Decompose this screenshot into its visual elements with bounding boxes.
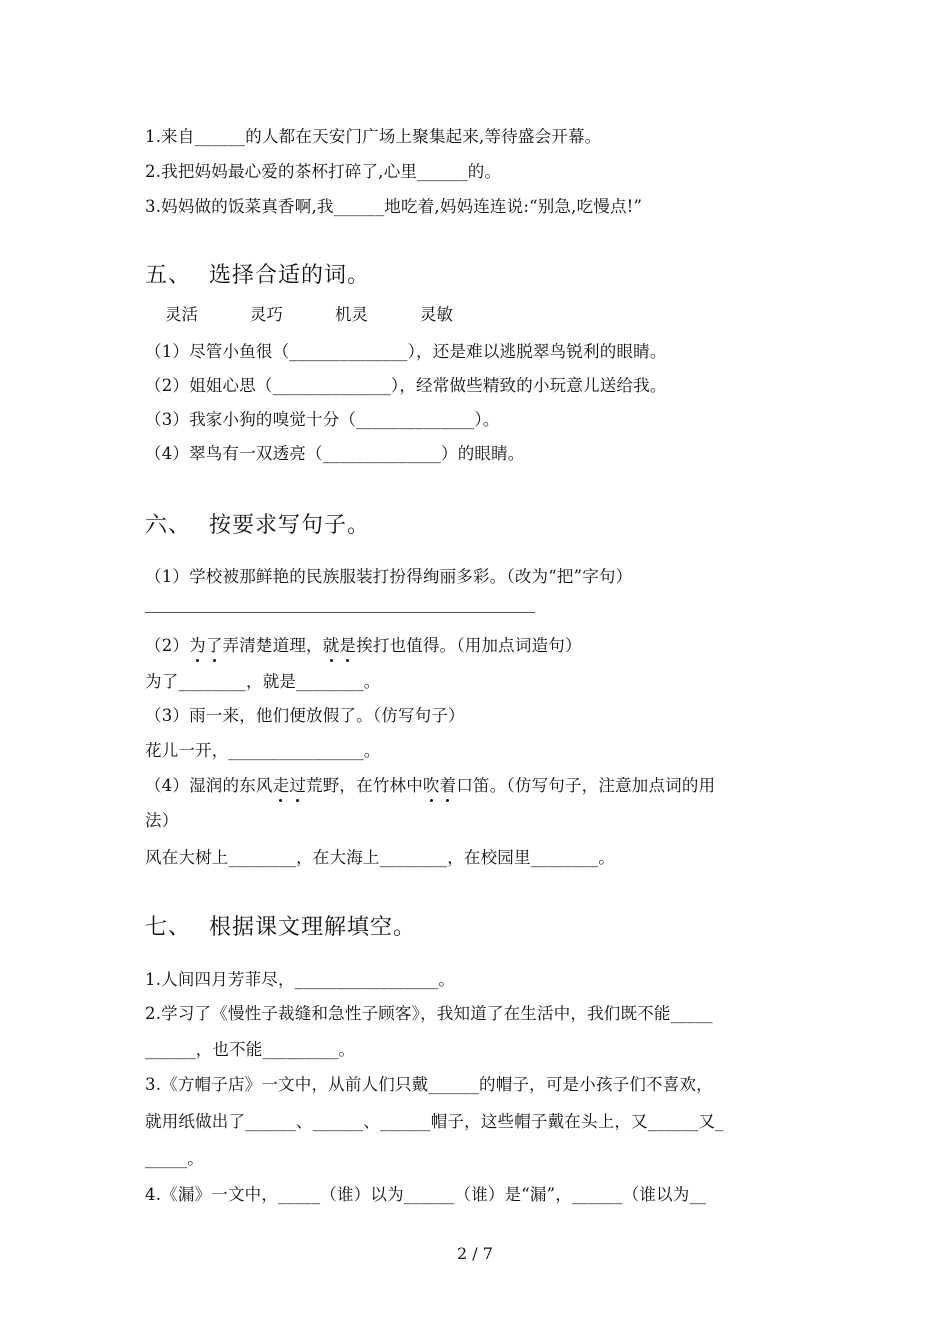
section-6-title: 按要求写句子。: [209, 513, 371, 538]
s6-q4-dotted-char: 着: [440, 772, 457, 796]
section-7-title: 根据课文理解填空。: [209, 915, 417, 940]
section-6-heading: [145, 508, 370, 539]
word-option-2: 灵巧: [250, 305, 283, 324]
s6-answer-line-1: [145, 612, 535, 613]
s6-q4-dotted-char: 走: [273, 772, 290, 796]
s6-q2-prefix: （2）: [145, 636, 190, 655]
s6-q2-dotted-char: 就: [323, 632, 340, 656]
s6-q2-dotted-char: 为: [189, 632, 206, 656]
s6-question-4-cont: 法）: [145, 811, 179, 830]
s5-item-4: （4）翠鸟有一双透亮（______________）的眼睛。: [145, 444, 525, 463]
section-7-heading: [145, 910, 416, 941]
s4-line-2: 2.我把妈妈最心爱的茶杯打碎了,心里______的。: [145, 162, 502, 181]
page-number: 2 / 7: [457, 1244, 493, 1263]
section-7-number: 七、: [145, 915, 192, 940]
s6-q2-dotted-char: 了: [206, 632, 223, 656]
s7-line-6: _____。: [145, 1149, 204, 1168]
s7-line-1: 1.人间四月芳菲尽，_________________。: [145, 970, 456, 989]
word-bank: [165, 301, 505, 325]
s6-q4-prefix: （4）湿润的东风: [145, 776, 273, 795]
s7-line-2: 2.学习了《慢性子裁缝和急性子顾客》，我知道了在生活中，我们既不能_____: [145, 1004, 713, 1023]
s6-answer-4: 风在大树上________，在大海上________，在校园里________。: [145, 848, 615, 867]
word-option-4: 灵敏: [420, 305, 453, 324]
s6-q2-suffix: 挨打也值得。（用加点词造句）: [356, 636, 582, 655]
s6-q4-suffix: 口笛。（仿写句子，注意加点词的用: [456, 776, 716, 795]
s5-item-1: （1）尽管小鱼很（______________），还是难以逃脱翠鸟锐利的眼睛。: [145, 342, 667, 361]
s6-q4-dotted-char: 吹: [423, 772, 440, 796]
s6-question-1: （1）学校被那鲜艳的民族服装打扮得绚丽多彩。（改为“把”字句）: [145, 567, 633, 586]
s6-question-4: [145, 772, 715, 796]
s4-line-3: 3.妈妈做的饭菜真香啊,我______地吃着,妈妈连连说:“别急,吃慢点!”: [145, 197, 643, 216]
section-6-number: 六、: [145, 513, 192, 538]
s6-answer-3: 花儿一开，________________。: [145, 741, 381, 760]
s7-line-4: 3.《方帽子店》一文中，从前人们只戴______的帽子，可是小孩子们不喜欢，: [145, 1075, 713, 1094]
s5-item-3: （3）我家小狗的嗅觉十分（______________）。: [145, 410, 500, 429]
section-5-title: 选择合适的词。: [209, 263, 371, 288]
s7-line-5: 就用纸做出了______、______、______帽子，这些帽子戴在头上，又______又_: [145, 1112, 724, 1131]
s5-item-2: （2）姐姐心思（______________），经常做些精致的小玩意儿送给我。: [145, 376, 667, 395]
word-option-3: 机灵: [335, 305, 368, 324]
s7-line-7: 4.《漏》一文中，_____（谁）以为______（谁）是“漏”，______（谁以为__: [145, 1185, 707, 1204]
word-option-1: 灵活: [165, 305, 198, 324]
s6-q4-middle: 荒野，在竹林中: [306, 776, 423, 795]
s6-answer-2: 为了________，就是________。: [145, 672, 381, 691]
section-5-heading: [145, 258, 370, 289]
s6-question-3: （3）雨一来，他们便放假了。（仿写句子）: [145, 706, 465, 725]
s6-q2-dotted-char: 是: [339, 632, 356, 656]
s6-q4-dotted-char: 过: [289, 772, 306, 796]
s7-line-3: ______，也不能_________。: [145, 1040, 356, 1059]
section-5-number: 五、: [145, 263, 192, 288]
s6-question-2: [145, 632, 582, 656]
s6-q2-middle: 弄清楚道理，: [222, 636, 323, 655]
s4-line-1: 1.来自______的人都在天安门广场上聚集起来,等待盛会开幕。: [145, 127, 602, 146]
